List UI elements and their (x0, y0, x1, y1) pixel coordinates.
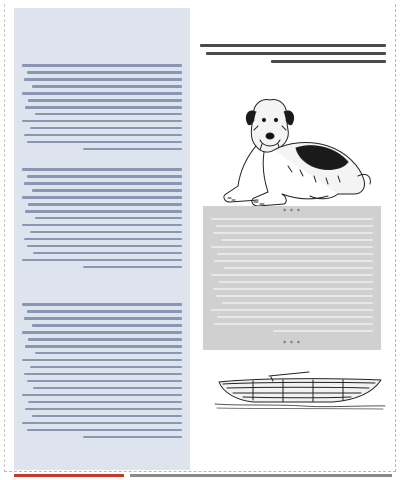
text-line (24, 78, 182, 81)
text-line (271, 60, 386, 63)
text-line (211, 309, 373, 311)
text-line (221, 239, 373, 241)
text-line (27, 380, 182, 383)
intro-paragraph (200, 44, 386, 68)
text-line (24, 134, 182, 137)
text-line (30, 366, 182, 369)
sidebar-paragraph-1 (22, 64, 182, 155)
text-line (22, 168, 182, 171)
text-line (30, 127, 182, 130)
text-line (25, 106, 182, 109)
text-line (35, 113, 182, 116)
text-line (22, 92, 182, 95)
text-line (33, 387, 182, 390)
sidebar-paragraph-3 (22, 303, 182, 443)
text-line (32, 415, 182, 418)
text-line (22, 422, 182, 425)
text-line (22, 394, 182, 397)
text-line (213, 288, 373, 290)
text-line (35, 352, 182, 355)
text-line (27, 141, 182, 144)
rowboat-illustration (213, 368, 387, 410)
text-line (25, 345, 182, 348)
text-placeholder (22, 168, 182, 268)
text-line (22, 224, 182, 227)
text-line (22, 259, 182, 262)
text-line (32, 189, 182, 192)
text-placeholder (22, 64, 182, 150)
quote-separator-bottom: * * * (283, 340, 301, 347)
text-line (22, 120, 182, 123)
text-line (27, 429, 182, 432)
text-line (35, 217, 182, 220)
text-line (25, 210, 182, 213)
quote-box (203, 206, 381, 350)
text-line (28, 401, 182, 404)
text-line (213, 232, 373, 234)
text-line (273, 330, 373, 332)
text-line (217, 316, 373, 318)
text-line (217, 253, 373, 255)
text-line (28, 203, 182, 206)
text-line (24, 373, 182, 376)
text-line (206, 52, 386, 55)
text-line (24, 182, 182, 185)
dog-illustration (218, 96, 374, 208)
text-line (211, 274, 373, 276)
footer-text (130, 474, 392, 477)
text-line (224, 267, 373, 269)
text-line (27, 310, 182, 313)
text-line (27, 245, 182, 248)
text-line (28, 338, 182, 341)
text-line (214, 323, 373, 325)
text-line (83, 148, 182, 151)
text-line (27, 175, 182, 178)
quote-separator-top: * * * (283, 208, 301, 215)
text-placeholder (22, 303, 182, 438)
text-line (22, 331, 182, 334)
text-line (32, 324, 182, 327)
text-line (219, 281, 373, 283)
text-placeholder (211, 218, 373, 332)
text-line (211, 218, 373, 220)
text-line (200, 44, 386, 47)
text-line (83, 436, 182, 439)
page-trim-left (4, 4, 5, 472)
page-trim-right (395, 4, 396, 472)
text-line (222, 302, 373, 304)
sidebar-paragraph-2 (22, 168, 182, 273)
text-line (28, 99, 182, 102)
text-line (211, 246, 373, 248)
text-line (30, 231, 182, 234)
text-line (22, 196, 182, 199)
footer-accent-bar (14, 474, 124, 477)
text-line (214, 260, 373, 262)
text-line (216, 225, 373, 227)
page-trim-bottom (4, 471, 396, 472)
text-line (24, 238, 182, 241)
text-line (216, 295, 373, 297)
text-placeholder (200, 44, 386, 63)
text-line (83, 266, 182, 269)
text-line (27, 71, 182, 74)
text-line (24, 317, 182, 320)
text-line (22, 64, 182, 67)
text-line (32, 85, 182, 88)
text-line (22, 359, 182, 362)
quote-paragraph (211, 218, 373, 337)
text-line (22, 303, 182, 306)
text-line (33, 252, 182, 255)
text-line (25, 408, 182, 411)
